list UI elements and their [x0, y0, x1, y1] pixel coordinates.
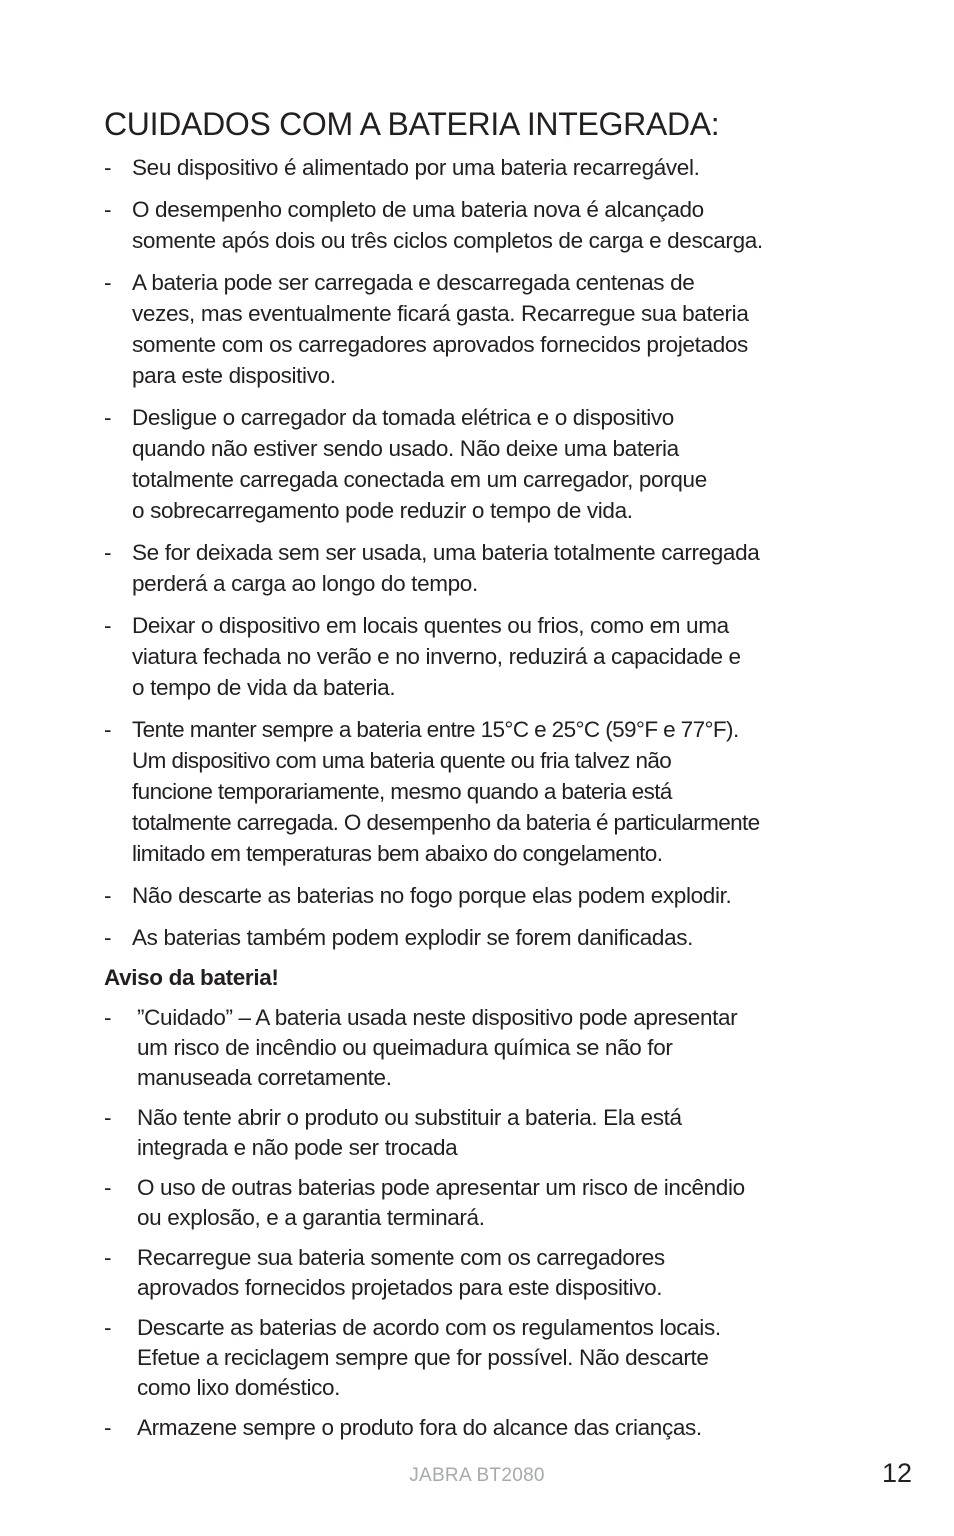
- footer-brand: JABRA BT2080: [409, 1465, 545, 1486]
- list-item: [104, 1173, 864, 1233]
- list-item: [104, 610, 864, 703]
- list-item: [104, 880, 864, 911]
- list-dash: -: [104, 270, 112, 295]
- list-dash: -: [104, 1105, 112, 1130]
- list-dash: -: [104, 613, 112, 638]
- section-heading: CUIDADOS COM A BATERIA INTEGRADA:: [104, 106, 720, 142]
- list-item-text: Desligue o carregador da tomada elétrica e o dispositivo quando não estiver sendo usado. Não deixe uma bateria totalmente carregada conectada em um carregador, porque o sobrecarregamento pode reduzir o tempo de vida.: [132, 405, 707, 523]
- list-item: [104, 714, 864, 869]
- list-item: [104, 922, 864, 953]
- list-item: [104, 1313, 864, 1403]
- list-item-text: Não tente abrir o produto ou substituir a bateria. Ela está integrada e não pode ser trocada: [137, 1105, 682, 1160]
- list-item-text: O desempenho completo de uma bateria nova é alcançado somente após dois ou três ciclos completos de carga e descarga.: [132, 197, 763, 253]
- list-item-text: As baterias também podem explodir se forem danificadas.: [132, 925, 694, 950]
- list-item-text: Se for deixada sem ser usada, uma bateria totalmente carregada perderá a carga ao longo do tempo.: [132, 540, 760, 596]
- list-dash: -: [104, 717, 112, 742]
- list-item-text: ”Cuidado” – A bateria usada neste dispositivo pode apresentar um risco de incêndio ou queimadura química se não for manuseada corretamente.: [137, 1005, 738, 1090]
- list-dash: -: [104, 155, 112, 180]
- list-dash: -: [104, 405, 112, 430]
- list-item: [104, 537, 864, 599]
- list-item-text: O uso de outras baterias pode apresentar um risco de incêndio ou explosão, e a garantia terminará.: [137, 1175, 745, 1230]
- list-dash: -: [104, 1175, 112, 1200]
- list-item: [104, 152, 864, 183]
- list-item: [104, 267, 864, 391]
- list-item: [104, 1243, 864, 1303]
- list-item: [104, 1103, 864, 1163]
- list-dash: -: [104, 1245, 112, 1270]
- list-item: [104, 402, 864, 526]
- battery-care-list: [104, 152, 864, 964]
- list-dash: -: [104, 925, 112, 950]
- list-item: [104, 194, 864, 256]
- list-item: [104, 1413, 864, 1443]
- list-item-text: Descarte as baterias de acordo com os regulamentos locais. Efetue a reciclagem sempre que for possível. Não descarte como lixo doméstico.: [137, 1315, 721, 1400]
- list-dash: -: [104, 1005, 112, 1030]
- list-dash: -: [104, 1415, 112, 1440]
- list-item-text: Seu dispositivo é alimentado por uma bateria recarregável.: [132, 155, 700, 180]
- list-item-text: A bateria pode ser carregada e descarregada centenas de vezes, mas eventualmente ficará gasta. Recarregue sua bateria somente com os carregadores aprovados fornecidos projetados para este dispositivo.: [132, 270, 749, 388]
- list-item-text: Não descarte as baterias no fogo porque elas podem explodir.: [132, 883, 732, 908]
- list-dash: -: [104, 197, 112, 222]
- warning-heading: Aviso da bateria!: [104, 965, 279, 990]
- list-dash: -: [104, 1315, 112, 1340]
- list-item-text: Deixar o dispositivo em locais quentes ou frios, como em uma viatura fechada no verão e no inverno, reduzirá a capacidade e o tempo de vida da bateria.: [132, 613, 741, 700]
- list-item-text: Tente manter sempre a bateria entre 15°C e 25°C (59°F e 77°F). Um dispositivo com uma bateria quente ou fria talvez não funcione temporariamente, mesmo quando a bateria está totalmente carregada. O desempenho da bateria é particularmente limitado em temperaturas bem abaixo do congelamento.: [132, 717, 760, 866]
- list-dash: -: [104, 540, 112, 565]
- battery-warning-list: [104, 1003, 864, 1453]
- list-item-text: Armazene sempre o produto fora do alcance das crianças.: [137, 1415, 702, 1440]
- list-item-text: Recarregue sua bateria somente com os carregadores aprovados fornecidos projetados para este dispositivo.: [137, 1245, 665, 1300]
- list-item: [104, 1003, 864, 1093]
- page-number: 12: [881, 1458, 912, 1488]
- list-dash: -: [104, 883, 112, 908]
